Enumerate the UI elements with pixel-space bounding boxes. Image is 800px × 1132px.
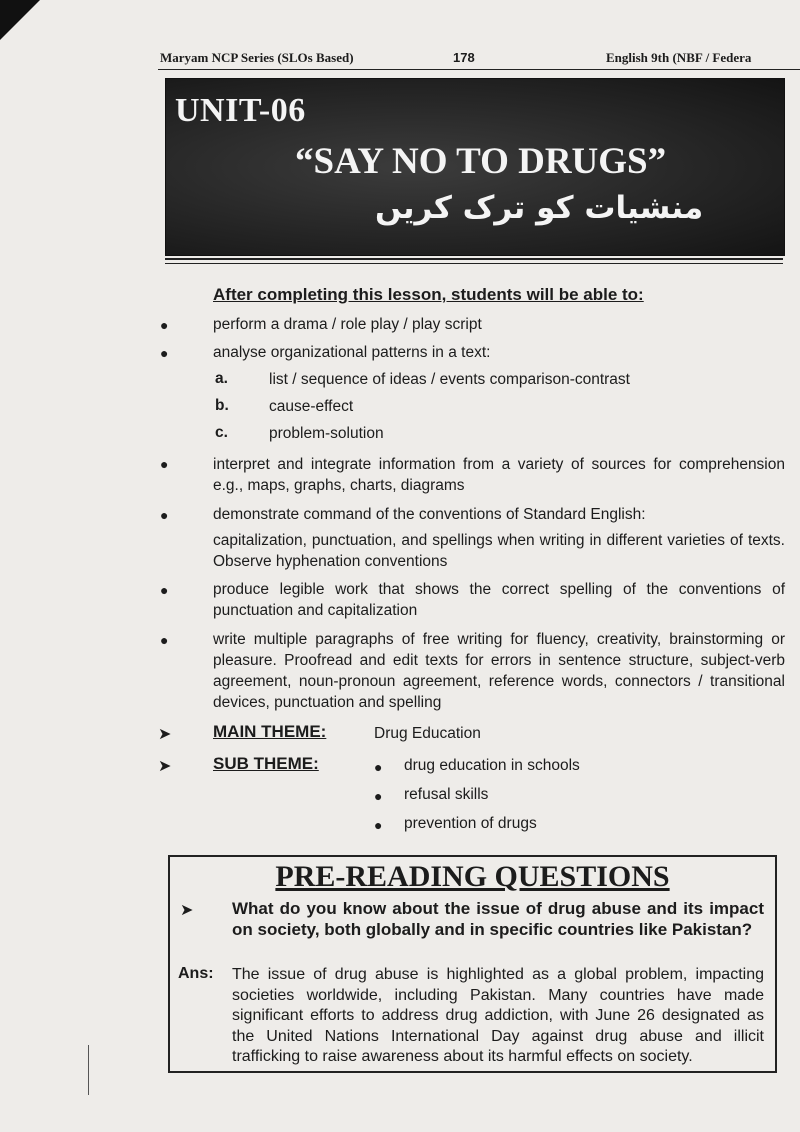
conventions-note: capitalization, punctuation, and spellings when writing in different varieties of texts. Observe hyphenation conventions [213, 532, 785, 570]
margin-mark [88, 1045, 89, 1095]
prereading-heading [168, 860, 777, 894]
objectives-heading: After completing this lesson, students will be able to: [213, 285, 644, 304]
bullet-icon: ● [160, 456, 169, 472]
sub-theme-item: drug education in schools [404, 757, 580, 774]
bullet-icon: ● [374, 817, 383, 833]
objective-item: produce legible work that shows the correct spelling of the conventions of punctuation and capitalization [213, 581, 785, 619]
unit-number: UNIT-06 [175, 92, 306, 129]
main-theme-value: Drug Education [374, 725, 481, 742]
prereading-answer: The issue of drug abuse is highlighted as a global problem, impacting societies worldwide, including Pakistan. Many countries have made significant efforts to address drug addiction, with June 26 designated as the United Nations International Day against drug abuse and illicit trafficking to raise awareness about its harmful effects on society. [232, 966, 764, 1065]
banner-rule-thin [165, 263, 783, 264]
objective-item: perform a drama / role play / play script [213, 316, 482, 333]
sub-item-letter: b. [215, 397, 229, 414]
bullet-icon: ● [160, 345, 169, 361]
objective-item: write multiple paragraphs of free writing for fluency, creativity, brainstorming or pleasure. Proofread and edit texts for errors in sentence structure, subject-verb agreement, noun-pronoun agreement, reference words, connectors / transitional devices, punctuation and spelling [213, 631, 785, 711]
sub-item-letter: a. [215, 370, 228, 387]
sub-item-text: problem-solution [269, 425, 384, 442]
unit-title-urdu: منشیات کو ترک کریں [375, 190, 704, 226]
bullet-icon: ● [160, 582, 169, 598]
series-title: Maryam NCP Series (SLOs Based) [160, 50, 354, 65]
objective-item: analyse organizational patterns in a text: [213, 344, 491, 361]
objective-item: demonstrate command of the conventions of Standard English: [213, 506, 646, 523]
sub-item-text: list / sequence of ideas / events comparison-contrast [269, 371, 630, 388]
bullet-icon: ● [160, 317, 169, 333]
bullet-icon: ● [374, 788, 383, 804]
answer-label: Ans: [178, 965, 214, 982]
prereading-heading-text: PRE-READING QUESTIONS [275, 860, 670, 893]
objective-item: interpret and integrate information from a variety of sources for comprehension e.g., maps, graphs, charts, diagrams [213, 456, 785, 494]
arrow-bullet-icon: ➤ [158, 726, 172, 743]
sub-item-text: cause-effect [269, 398, 354, 415]
main-theme-label: MAIN THEME: [213, 722, 327, 741]
banner-rule [165, 258, 783, 260]
bullet-icon: ● [160, 632, 169, 648]
header-rule [158, 69, 800, 70]
arrow-bullet-icon: ➤ [158, 758, 172, 775]
sub-theme-item: refusal skills [404, 786, 489, 803]
bullet-icon: ● [374, 759, 383, 775]
arrow-bullet-icon: ➤ [180, 902, 194, 919]
sub-theme-item: prevention of drugs [404, 815, 537, 832]
sub-theme-label: SUB THEME: [213, 754, 319, 773]
page-number: 178 [453, 50, 475, 65]
page-corner-shadow [0, 0, 40, 40]
prereading-question: What do you know about the issue of drug abuse and its impact on society, both globally and in specific countries like Pakistan? [232, 899, 764, 939]
unit-title: “SAY NO TO DRUGS” [295, 141, 667, 182]
bullet-icon: ● [160, 507, 169, 523]
book-title: English 9th (NBF / Federa [606, 50, 752, 65]
sub-item-letter: c. [215, 424, 228, 441]
